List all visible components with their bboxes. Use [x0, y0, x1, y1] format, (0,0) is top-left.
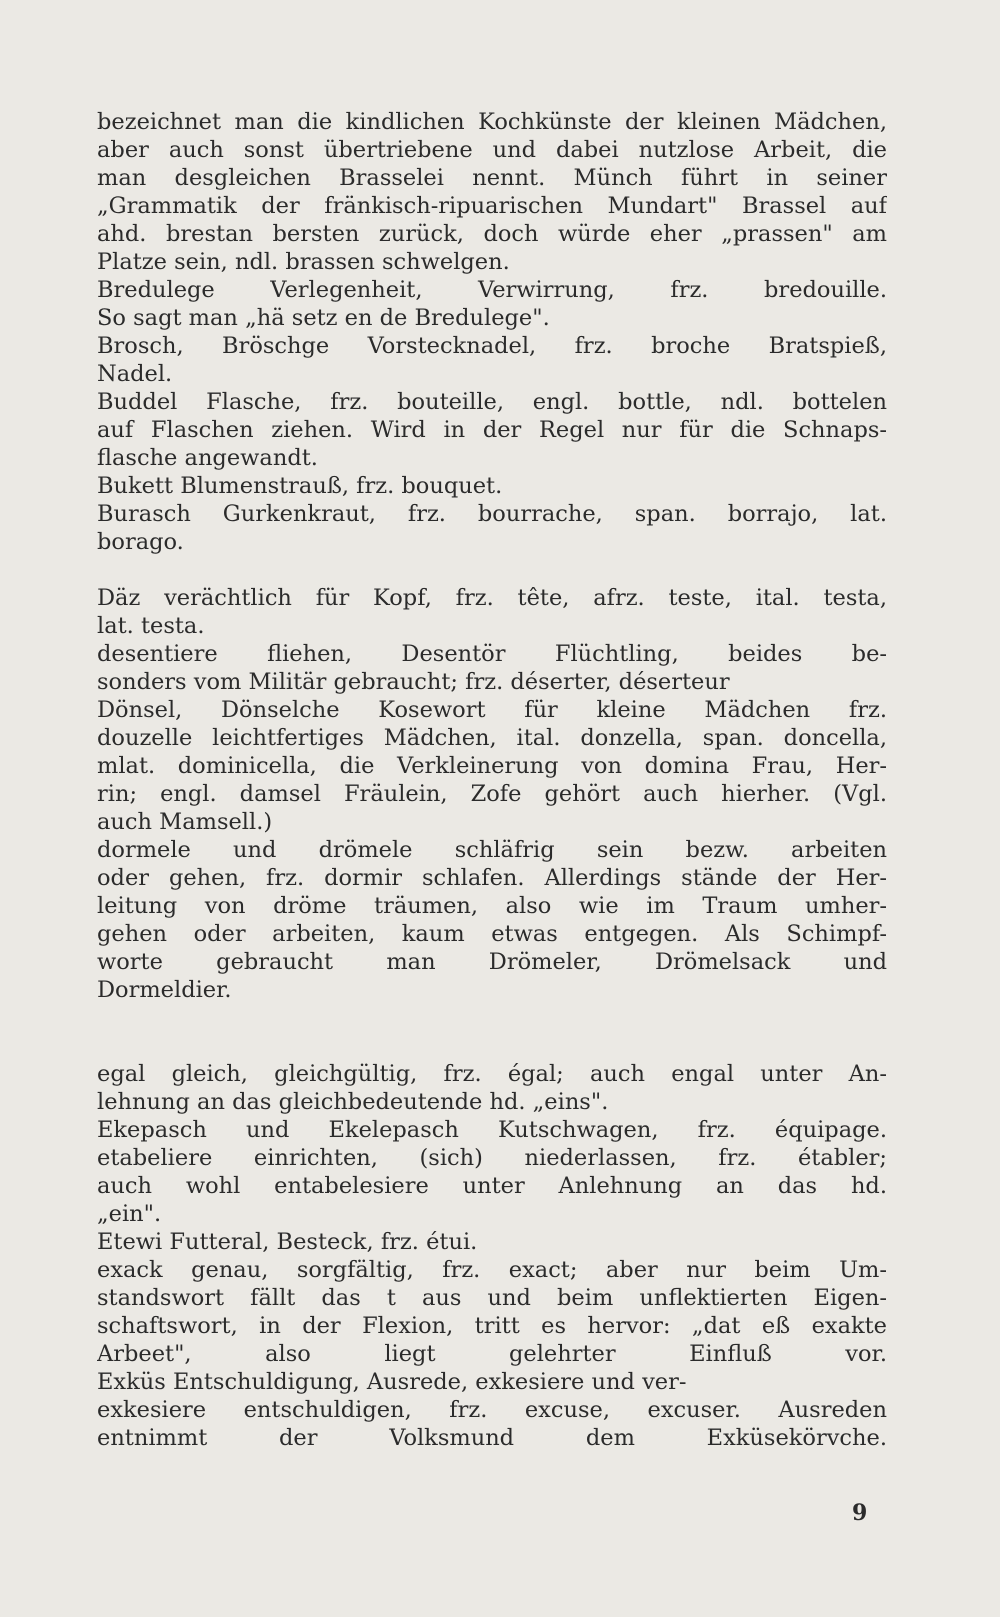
- text-line: dormele und drömele schläfrig sein bezw. arbeiten: [97, 837, 887, 863]
- text-line: Nadel.: [97, 361, 173, 387]
- page-number: 9: [852, 1500, 868, 1526]
- text-line: Ekepasch und Ekelepasch Kutschwagen, frz. équipage.: [97, 1117, 887, 1143]
- text-line: mlat. dominicella, die Verkleinerung von domina Frau, Her-: [97, 753, 887, 779]
- text-line: schaftswort, in der Flexion, tritt es hervor: „dat eß exakte: [97, 1313, 887, 1339]
- text-line: auch wohl entabelesiere unter Anlehnung an das hd.: [97, 1173, 887, 1199]
- text-line: standswort fällt das t aus und beim unflektierten Eigen-: [97, 1285, 887, 1311]
- text-line: rin; engl. damsel Fräulein, Zofe gehört auch hierher. (Vgl.: [97, 781, 887, 807]
- text-line: entnimmt der Volksmund dem Exküsekörvche.: [97, 1425, 887, 1451]
- text-line: douzelle leichtfertiges Mädchen, ital. donzella, span. doncella,: [97, 725, 887, 751]
- page-body: [97, 108, 887, 1480]
- text-line: Exküs Entschuldigung, Ausrede, exkesiere und ver-: [97, 1369, 687, 1395]
- text-line: exkesiere entschuldigen, frz. excuse, excuser. Ausreden: [97, 1397, 887, 1423]
- text-line: worte gebraucht man Drömeler, Drömelsack und: [97, 949, 887, 975]
- text-line: [97, 1452, 887, 1480]
- text-line: egal gleich, gleichgültig, frz. égal; auch engal unter An-: [97, 1061, 887, 1087]
- text-line: sonders vom Militär gebraucht; frz. déserter, déserteur: [97, 669, 730, 695]
- text-line: Dönsel, Dönselche Kosewort für kleine Mädchen frz.: [97, 697, 887, 723]
- text-line: etabeliere einrichten, (sich) niederlassen, frz. établer;: [97, 1145, 887, 1171]
- text-line: borago.: [97, 529, 184, 555]
- text-line: So sagt man „hä setz en de Bredulege".: [97, 305, 550, 331]
- text-line: Bredulege Verlegenheit, Verwirrung, frz. bredouille.: [97, 277, 887, 303]
- text-line: Däz verächtlich für Kopf, frz. tête, afrz. teste, ital. testa,: [97, 585, 887, 611]
- text-line: Arbeet", also liegt gelehrter Einfluß vor.: [97, 1341, 887, 1367]
- text-line: [97, 1004, 887, 1032]
- text-line: auf Flaschen ziehen. Wird in der Regel nur für die Schnaps-: [97, 417, 887, 443]
- text-line: gehen oder arbeiten, kaum etwas entgegen. Als Schimpf-: [97, 921, 887, 947]
- text-line: Brosch, Bröschge Vorstecknadel, frz. broche Bratspieß,: [97, 333, 887, 359]
- text-line: exack genau, sorgfältig, frz. exact; aber nur beim Um-: [97, 1257, 887, 1283]
- text-line: Etewi Futteral, Besteck, frz. étui.: [97, 1229, 478, 1255]
- text-line: lehnung an das gleichbedeutende hd. „eins".: [97, 1089, 609, 1115]
- text-line: Bukett Blumenstrauß, frz. bouquet.: [97, 473, 503, 499]
- text-line: „ein".: [97, 1201, 162, 1227]
- text-line: auch Mamsell.): [97, 809, 273, 835]
- text-line: „Grammatik der fränkisch-ripuarischen Mundart" Brassel auf: [97, 193, 887, 219]
- text-line: ahd. brestan bersten zurück, doch würde eher „prassen" am: [97, 221, 887, 247]
- text-line: leitung von dröme träumen, also wie im Traum umher-: [97, 893, 887, 919]
- text-line: flasche angewandt.: [97, 445, 318, 471]
- text-line: desentiere fliehen, Desentör Flüchtling, beides be-: [97, 641, 887, 667]
- text-line: bezeichnet man die kindlichen Kochkünste der kleinen Mädchen,: [97, 109, 887, 135]
- paragraph-gap: [97, 1032, 887, 1060]
- text-line: Dormeldier.: [97, 977, 232, 1003]
- text-line: Platze sein, ndl. brassen schwelgen.: [97, 249, 510, 275]
- text-line: man desgleichen Brasselei nennt. Münch führt in seiner: [97, 165, 887, 191]
- text-line: aber auch sonst übertriebene und dabei nutzlose Arbeit, die: [97, 137, 887, 163]
- text-line: Buddel Flasche, frz. bouteille, engl. bottle, ndl. bottelen: [97, 389, 887, 415]
- text-line: oder gehen, frz. dormir schlafen. Allerdings stände der Her-: [97, 865, 887, 891]
- text-line: lat. testa.: [97, 613, 205, 639]
- paragraph-gap: [97, 556, 887, 584]
- text-line: Burasch Gurkenkraut, frz. bourrache, span. borrajo, lat.: [97, 501, 887, 527]
